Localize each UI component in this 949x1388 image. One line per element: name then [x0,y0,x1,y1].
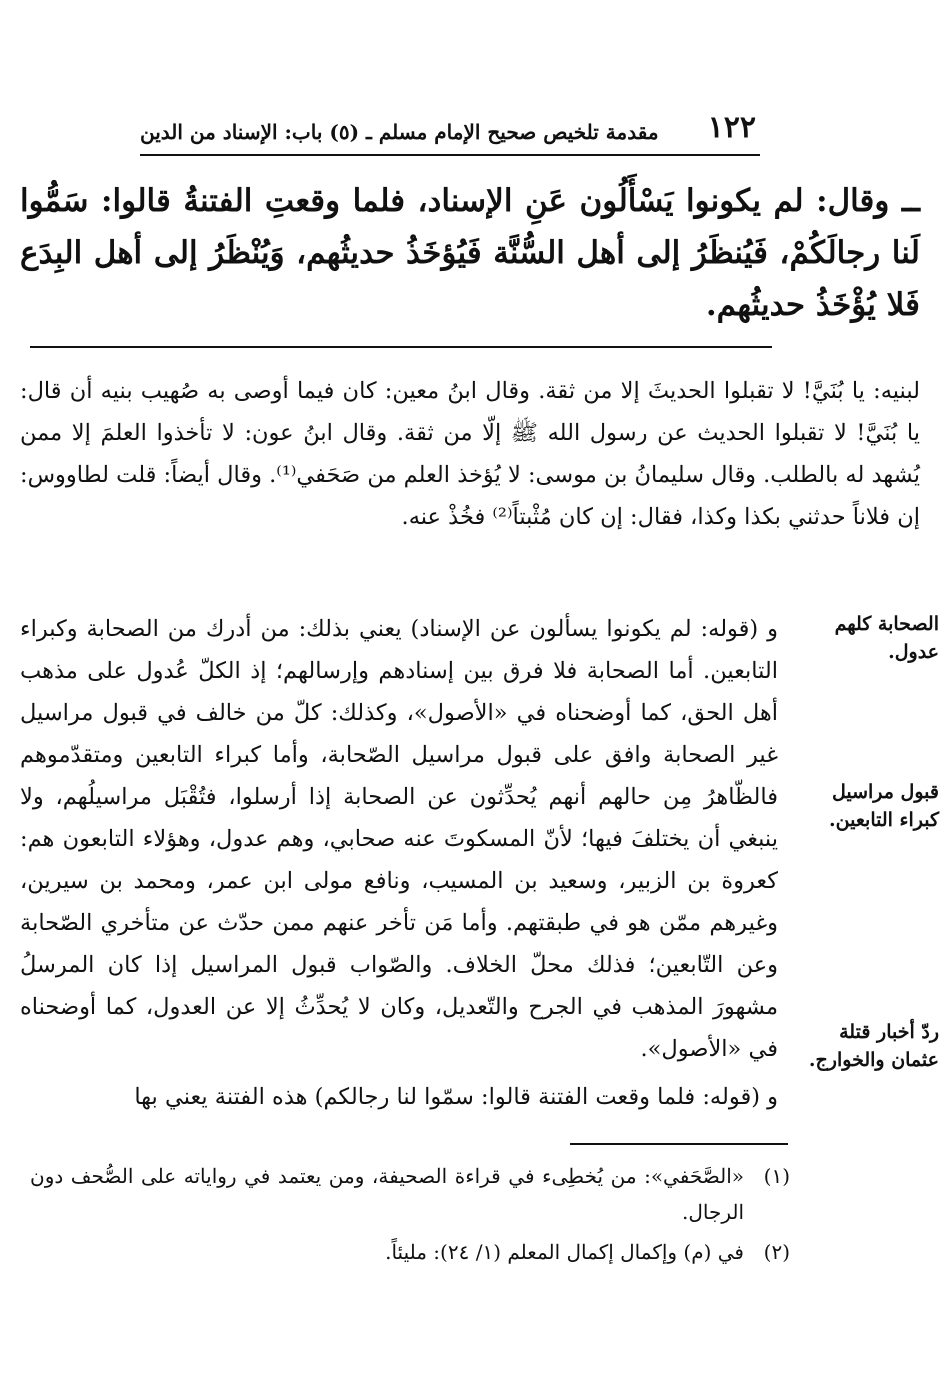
footnotes [30,1158,790,1274]
section-divider [30,346,772,348]
margin-note-companions: الصحابة كلهم عدول. [834,613,939,663]
footnote-divider [570,1143,788,1145]
explanation-block [20,608,778,1118]
explanation-paragraph-1: و (قوله: لم يكونوا يسألون عن الإسناد) يعني بذلك: من أدرك من الصحابة وكبراء التابعين. أما الصحابة فلا فرق بين إسنادهم وإرسالهم؛ إذ الكلّ عُدول على مذهب أهل الحق، كما أوضحناه في «الأصول»، وكذلك: كلّ من خالف في قبول مراسيل غير الصحابة وافق على قبول مراسيل الصّحابة، وأما كبراء التابعين ومتقدّموهم فالظّاهرُ مِن حالهم أنهم يُحدِّثون عن الصحابة إذا أرسلوا، فتُقْبَل مراسيلُهم، ولا ينبغي أن يختلفَ فيها؛ لأنّ المسكوتَ عنه صحابي، وهم عدول، وهؤلاء التابعون هم: كعروة بن الزبير، وسعيد بن المسيب، ونافع مولى ابن عمر، ومحمد بن سيرين، وغيرهم ممّن هو في طبقتهم. وأما مَن تأخر عنهم ممن حدّث عن متأخري الصّحابة وعن التّابعين؛ فذلك محلّ الخلاف. والصّواب قبول المراسيل إذا كان المرسلُ مشهورَ المذهب في الجرح والتّعديل، وكان لا يُحدِّثُ إلا عن العدول، كما أوضحناه في «الأصول». [20,616,778,1062]
running-head: مقدمة تلخيص صحيح الإمام مسلم ـ (٥) باب: الإسناد من الدين [140,120,659,144]
footnote [30,1158,790,1230]
page-number: ١٢٢ [707,110,756,145]
footnote-number: (٢) [763,1240,790,1264]
footnote-text: «الصَّحَفي»: من يُخطِىء في قراءة الصحيفة، ومن يعتمد في رواياته على الصُّحف دون الرجال. [30,1164,744,1224]
margin-note-uthman: ردّ أخبار قتلة عثمان والخوارج. [808,1021,939,1071]
footnote [30,1234,790,1270]
commentary-block [20,370,920,538]
footnote-text: في (م) وإكمال إكمال المعلم (١/ ٢٤): مليئاً. [385,1240,744,1264]
explanation-paragraph-2: و (قوله: فلما وقعت الفتنة قالوا: سمّوا لنا رجالكم) هذه الفتنة يعني بها [134,1084,778,1110]
hadith-text-block [20,175,920,331]
hadith-text: ــ وقال: لم يكونوا يَسْأَلُون عَنِ الإسناد، فلما وقعتِ الفتنةُ قالوا: سَمُّوا لَنا رجالَكُمْ، فَيُنظَرُ إلى أهل السُّنَّة فَيُؤخَذُ حديثُهم، وَيُنْظَرُ إلى أهل البِدَع فَلا يُؤْخَذُ حديثُهم. [20,183,920,323]
commentary-text: لبنيه: يا بُنَيَّ! لا تقبلوا الحديثَ إلا من ثقة. وقال ابنُ معين: كان فيما أوصى به صُهيب بنيه أن قال: يا بُنَيَّ! لا تقبلوا الحديث عن رسول الله ﷺ إلّا من ثقة. وقال ابنُ عون: لا تأخذوا العلمَ إلا ممن يُشهد له بالطلب. وقال سليمانُ بن موسى: لا يُؤخذ العلم من صَحَفي⁽¹⁾. وقال أيضاً: قلت لطاووس: إن فلاناً حدثني بكذا وكذا، فقال: إن كان مُثْبتاً⁽²⁾ فخُذْ عنه. [20,378,920,530]
page-header [140,110,760,156]
footnote-number: (١) [763,1164,790,1188]
margin-note-mursal: قبول مراسيل كبراء التابعين. [829,781,939,831]
